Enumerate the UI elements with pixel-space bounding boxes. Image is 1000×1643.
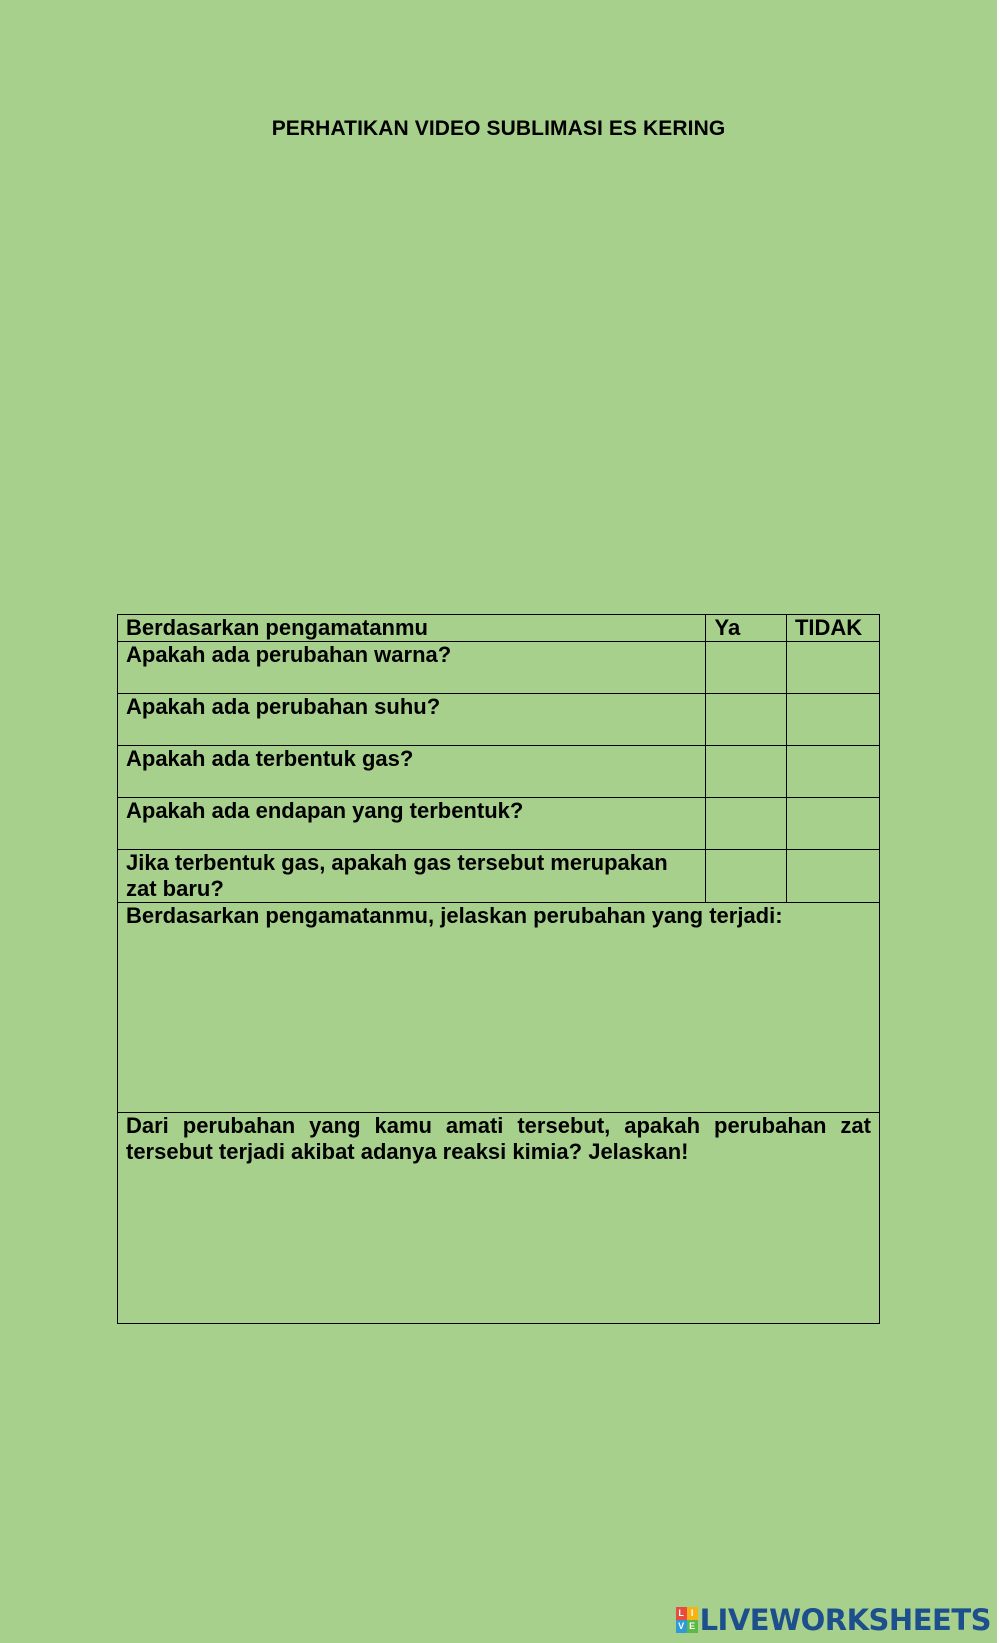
logo-text: LIVEWORKSHEETS bbox=[699, 1603, 991, 1637]
question-gas-formed: Apakah ada terbentuk gas? bbox=[118, 746, 706, 798]
answer-yes-cell[interactable] bbox=[706, 850, 786, 903]
logo-letter: V bbox=[676, 1620, 687, 1633]
table-header-row bbox=[118, 615, 880, 642]
answer-no-cell[interactable] bbox=[786, 642, 879, 694]
header-yes: Ya bbox=[706, 615, 786, 642]
question-temperature-change: Apakah ada perubahan suhu? bbox=[118, 694, 706, 746]
liveworksheets-logo bbox=[676, 1604, 991, 1636]
question-new-substance: Jika terbentuk gas, apakah gas tersebut merupakan zat baru? bbox=[118, 850, 706, 903]
table-row bbox=[118, 798, 880, 850]
logo-letter: L bbox=[676, 1607, 687, 1620]
logo-letter: E bbox=[687, 1620, 698, 1633]
header-question: Berdasarkan pengamatanmu bbox=[118, 615, 706, 642]
table-row bbox=[118, 642, 880, 694]
table-row bbox=[118, 746, 880, 798]
answer-yes-cell[interactable] bbox=[706, 642, 786, 694]
answer-no-cell[interactable] bbox=[786, 798, 879, 850]
question-precipitate-formed: Apakah ada endapan yang terbentuk? bbox=[118, 798, 706, 850]
reaction-prompt: Dari perubahan yang kamu amati tersebut, apakah perubahan zat tersebut terjadi akibat adanya reaksi kimia? Jelaskan! bbox=[126, 1113, 871, 1164]
table-row bbox=[118, 694, 880, 746]
logo-icon bbox=[676, 1607, 698, 1633]
answer-no-cell[interactable] bbox=[786, 694, 879, 746]
explain-prompt: Berdasarkan pengamatanmu, jelaskan perubahan yang terjadi: bbox=[126, 903, 783, 928]
observation-table bbox=[117, 614, 880, 1324]
question-color-change: Apakah ada perubahan warna? bbox=[118, 642, 706, 694]
answer-no-cell[interactable] bbox=[786, 850, 879, 903]
logo-letter: I bbox=[687, 1607, 698, 1620]
table-row bbox=[118, 1113, 880, 1324]
answer-no-cell[interactable] bbox=[786, 746, 879, 798]
table-row bbox=[118, 903, 880, 1113]
table-row bbox=[118, 850, 880, 903]
header-no: TIDAK bbox=[786, 615, 879, 642]
page-title: PERHATIKAN VIDEO SUBLIMASI ES KERING bbox=[271, 117, 726, 140]
answer-yes-cell[interactable] bbox=[706, 798, 786, 850]
answer-yes-cell[interactable] bbox=[706, 746, 786, 798]
reaction-answer-box[interactable] bbox=[118, 1113, 880, 1324]
explain-answer-box[interactable] bbox=[118, 903, 880, 1113]
answer-yes-cell[interactable] bbox=[706, 694, 786, 746]
